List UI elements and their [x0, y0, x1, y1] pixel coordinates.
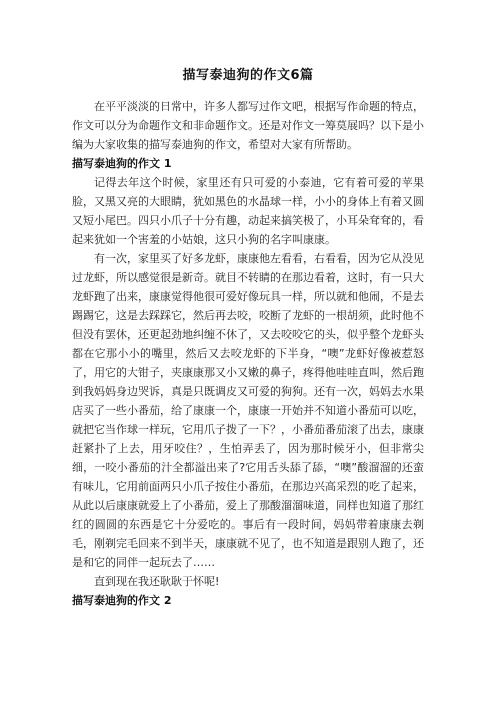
section-1-paragraph-3: 直到现在我还耿耿于怀呢! [94, 575, 220, 588]
section-heading-1: 描写泰迪狗的作文 1 [72, 157, 172, 170]
document-title: 描写泰迪狗的作文6篇 [182, 68, 314, 83]
intro-paragraph: 在平平淡淡的日常中，许多人都写过作文吧，根据写作命题的特点，作文可以分为命题作文和非命题作文。还是对作文一筹莫展吗？以下是小编为大家收集的描写泰迪狗的作文，希望对大家有所帮助。 [72, 100, 424, 151]
section-1-paragraph-2: 有一次，家里买了好多龙虾，康康他左看看，右看看，因为它从没见过龙虾，所以感觉很是新奇。就目不转睛的在那边看着，这时，有一只大龙虾跑了出来，康康觉得他很可爱好像玩具一样，所以就和他闹，不是去踢踢它，这是去踩踩它，然后再去咬，咬断了龙虾的一根胡须，此时他不但没有罢休，还更起劲地纠缠不休了，又去咬咬它的头，似乎整个龙虾头都在它那小小的嘴里，然后又去咬龙虾的下半身，“噢”龙虾好像被惹怒了，用它的大钳子，夹康康那又小又嫩的鼻子，疼得他哇哇直叫，然后跑到我妈妈身边哭诉，真是只既调皮又可爱的狗狗。还有一次，妈妈去水果店买了一些小番茄，给了康康一个，康康一开始并不知道小番茄可以吃，就把它当作球一样玩，它用爪子拨了一下？，小番茄番茄滚了出去，康康赶紧扑了上去，用牙咬住？，生怕弄丢了，因为那时候牙小，但非常尖细，一咬小番茄的汁全都溢出来了?它用舌头舔了舔，“噢”酸溜溜的还蛮有味儿，它用前面两只小爪子按住小番茄，在那边兴高采烈的吃了起来，从此以后康康就爱上了小番茄，爱上了那酸溜溜味道，同样也知道了那红红的圆圆的东西是它十分爱吃的。事后有一段时间，妈妈带着康康去剃毛，刚剃完毛回来不到半天，康康就不见了，也不知道是跟别人跑了，还是和它的同伴一起玩去了…… [72, 252, 424, 569]
section-heading-2: 描写泰迪狗的作文 2 [72, 594, 172, 607]
section-1-paragraph-1: 记得去年这个时候，家里还有只可爱的小泰迪，它有着可爱的苹果脸，又黑又亮的大眼睛，犹如黑色的水晶球一样，小小的身体上有着又圆又短小尾巴。四只小爪子十分有趣，动起来搞笑极了，小耳朵耷耷的，看起来犹如一个害羞的小姑娘，这只小狗的名字叫康康。 [72, 176, 424, 246]
